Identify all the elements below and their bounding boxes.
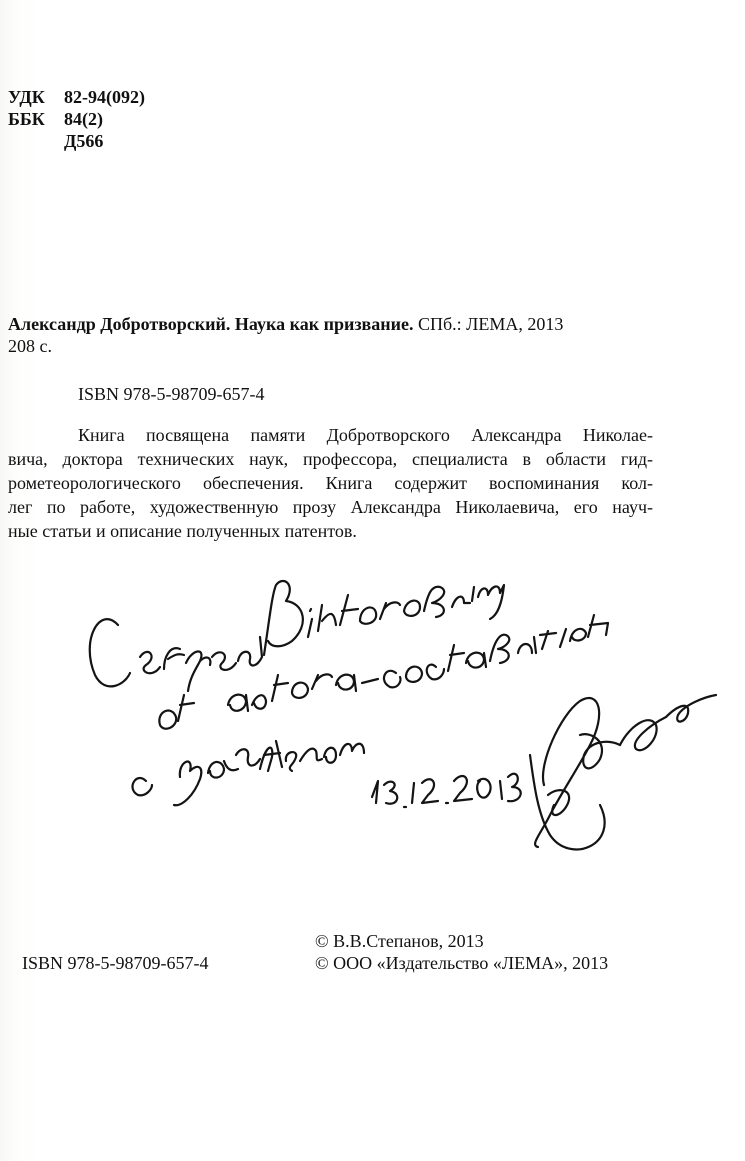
bbk-value: 84(2): [64, 109, 103, 129]
abstract-line: вича, доктора технических наук, профессора, специалиста в области гид-: [8, 449, 653, 469]
book-title: Александр Добротворский. Наука как призвание.: [8, 314, 414, 334]
isbn-bottom: ISBN 978-5-98709-657-4: [22, 953, 209, 973]
abstract-line: лег по работе, художественную прозу Александра Николаевича, его науч-: [8, 497, 653, 517]
bibliographic-record: [8, 313, 658, 357]
copyright-line: © В.В.Степанов, 2013: [315, 931, 484, 951]
page-count: 208 с.: [8, 336, 52, 356]
abstract-line: Книга посвящена памяти Добротворского Александра Николае-: [78, 425, 653, 445]
udk-value: 82-94(092): [64, 87, 145, 107]
book-abstract: [8, 423, 653, 543]
udk-label: УДК: [8, 87, 45, 107]
abstract-line: рометеорологического обеспечения. Книга содержит воспоминания кол-: [8, 473, 653, 493]
isbn-top: ISBN 978-5-98709-657-4: [78, 384, 265, 404]
bbk-label: ББК: [8, 109, 45, 129]
copyright-block: [315, 930, 608, 974]
handwritten-inscription: [60, 545, 720, 875]
copyright-line: © ООО «Издательство «ЛЕМА», 2013: [315, 953, 609, 973]
book-imprint: СПб.: ЛЕМА, 2013: [413, 314, 564, 334]
author-mark: Д566: [64, 131, 104, 151]
abstract-line: ные статьи и описание полученных патентов.: [8, 521, 357, 541]
classification-codes: [8, 86, 145, 152]
